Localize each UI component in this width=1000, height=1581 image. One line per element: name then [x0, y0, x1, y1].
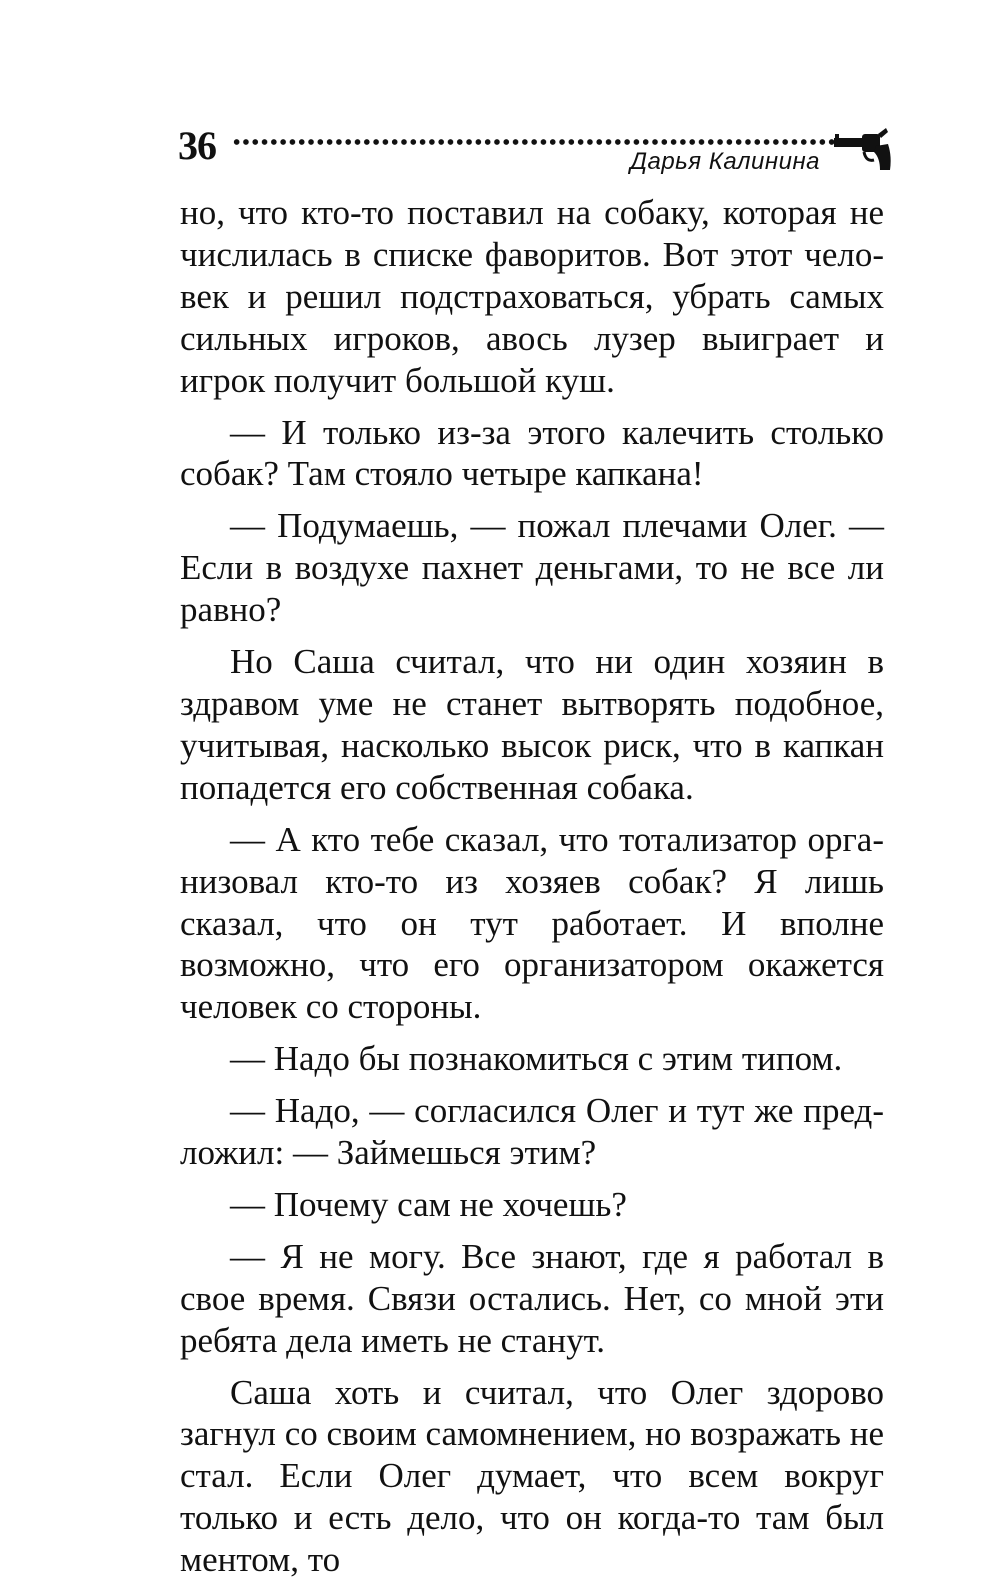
paragraph: — Надо бы познакомиться с этим типом.	[230, 1039, 843, 1079]
page-body	[180, 192, 884, 1581]
running-head-author: Дарья Калинина	[630, 148, 820, 175]
paragraph: — Я не могу. Все знают, где я работал в свое время. Связи остались. Нет, со мной эти ребята дела иметь не станут.	[180, 1236, 884, 1360]
revolver-icon	[832, 126, 894, 172]
paragraph: — Почему сам не хочешь?	[230, 1184, 627, 1224]
dot-leader	[232, 138, 844, 146]
paragraph: Но Саша считал, что ни один хозяин в здравом уме не станет вытворять подобное, учитывая, насколько высок риск, что в капкан попадется его собственная собака.	[180, 642, 884, 807]
paragraph: Саша хоть и считал, что Олег здорово загнул со своим самомнением, но возражать не стал. Если Олег думает, что всем вокруг только и есть дело, что он когда-то там был ментом, то	[180, 1372, 884, 1580]
paragraph: — И только из-за этого калечить столько собак? Там стояло четыре капкана!	[180, 412, 884, 494]
paragraph: — Надо, — согласился Олег и тут же предложил: — Займешься этим?	[180, 1091, 884, 1173]
paragraph: — Подумаешь, — пожал плечами Олег. — Если в воздухе пахнет деньгами, то не все ли равно?	[180, 506, 884, 630]
paragraph: но, что кто-то поставил на собаку, которая не числилась в списке фаворитов. Вот этот человек и решил подстраховаться, убрать самых сильных игроков, авось лузер выиграет и игрок получит большой куш.	[180, 193, 884, 400]
paragraph: — А кто тебе сказал, что тотализатор организовал кто-то из хозяев собак? Я лишь сказал, что он тут работает. И вполне возможно, что его организатором окажется человек со стороны.	[180, 819, 884, 1027]
page-number: 36	[178, 123, 216, 168]
